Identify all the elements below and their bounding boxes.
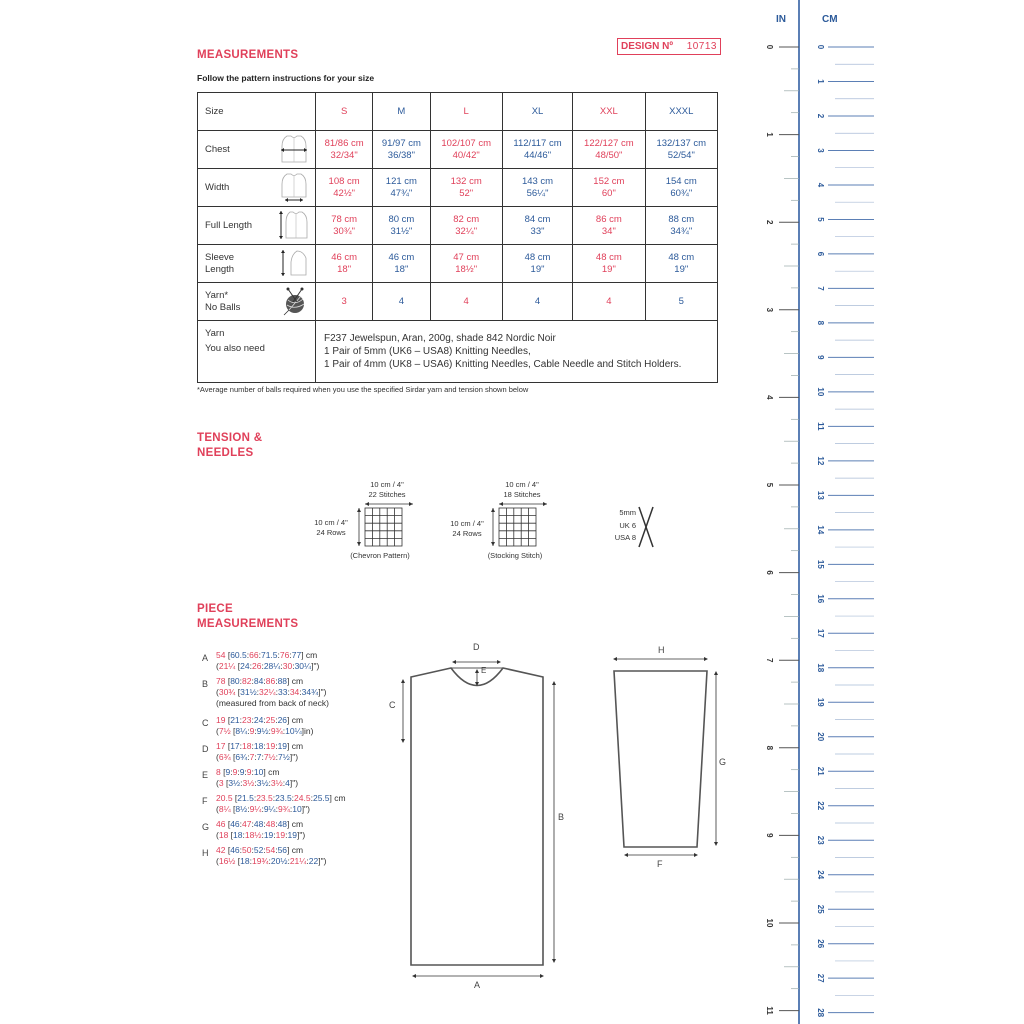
piece-item-f	[202, 793, 346, 815]
chest-label: Chest	[205, 143, 230, 155]
length-m: 80 cm 31½"	[373, 207, 430, 245]
body-piece-diagram	[380, 640, 580, 990]
diagram-label-b: B	[558, 812, 565, 822]
cm-tick-label: 21	[816, 766, 825, 776]
size-l: L	[430, 93, 502, 131]
diagram-label-d: D	[473, 642, 480, 652]
in-tick-label: 7	[765, 657, 774, 663]
ruler	[750, 0, 890, 1024]
yarn-info-label: Yarn	[205, 328, 225, 339]
piece-item-e	[202, 767, 346, 789]
sleeve-l: 47 cm 18½"	[430, 245, 502, 283]
sleeve-xl: 48 cm 19"	[502, 245, 572, 283]
yarn-label-line1: Yarn*	[205, 289, 229, 301]
needle-size-label: 5mm UK 6 USA 8	[614, 508, 636, 542]
chest-m: 91/97 cm 36/38"	[373, 131, 430, 169]
swatch-stocking-grid-icon	[487, 500, 562, 550]
piece-letter: A	[202, 653, 209, 663]
piece-letter: D	[202, 744, 209, 754]
width-l: 132 cm 52"	[430, 169, 502, 207]
measurements-table	[197, 92, 718, 383]
piece-letter: H	[202, 848, 209, 858]
row-label	[198, 131, 316, 169]
crossed-needles-icon	[636, 505, 656, 549]
width-xl: 143 cm 56¼"	[502, 169, 572, 207]
piece-letter: G	[202, 822, 210, 832]
tension-heading: TENSION & NEEDLES	[197, 432, 263, 459]
width-label: Width	[205, 181, 230, 193]
in-tick-label: 8	[765, 745, 774, 751]
diagram-label-f: F	[657, 859, 663, 869]
yarn-label-line2: No Balls	[205, 301, 241, 313]
length-xxxl: 88 cm 34¾"	[645, 207, 717, 245]
cm-tick-label: 14	[816, 525, 825, 535]
piece-item-h	[202, 845, 346, 867]
balls-m: 4	[373, 283, 430, 321]
in-tick-label: 4	[765, 395, 774, 400]
in-tick-label: 2	[765, 219, 774, 225]
width-diagram-icon	[279, 172, 309, 202]
row-label	[198, 169, 316, 207]
cm-tick-label: 10	[816, 387, 825, 397]
subtitle: Follow the pattern instructions for your size	[197, 73, 375, 83]
row-label	[198, 245, 316, 283]
balls-xxxl: 5	[645, 283, 717, 321]
swatch-stocking-top-label: 10 cm / 4" 18 Stitches	[503, 480, 541, 499]
piece-measurement-line: (measured from back of neck)	[216, 698, 329, 708]
piece-measurement-line: (30¾ [31½:32¼:33:34:34¾]")	[216, 687, 327, 697]
cm-tick-label: 3	[816, 148, 825, 153]
cm-tick-label: 18	[816, 663, 825, 673]
yarn-info	[316, 321, 718, 383]
cm-tick-label: 6	[816, 251, 825, 257]
cm-tick-label: 17	[816, 628, 825, 638]
you-also-need-label: You also need	[205, 343, 265, 354]
piece-measurement-line: (7½ [8¼:9:9½:9¾:10¼]in)	[216, 726, 314, 736]
length-diagram-icon	[279, 210, 309, 240]
in-tick-label: 10	[765, 918, 774, 928]
piece-measurement-line: 54 [60.5:66:71.5:76:77] cm	[216, 650, 318, 660]
diagram-label-c: C	[389, 700, 396, 710]
table-row-sleeve-length	[198, 245, 718, 283]
design-number-box	[617, 38, 721, 55]
piece-measurement-line: 46 [46:47:48:48:48] cm	[216, 819, 304, 829]
cm-tick-label: 2	[816, 113, 825, 119]
table-row-full-length	[198, 207, 718, 245]
cm-tick-label: 28	[816, 1008, 825, 1018]
sleeve-m: 46 cm 18"	[373, 245, 430, 283]
balls-l: 4	[430, 283, 502, 321]
cm-tick-label: 4	[816, 182, 825, 188]
size-m: M	[373, 93, 430, 131]
in-tick-label: 1	[765, 132, 774, 137]
in-tick-label: 3	[765, 307, 774, 313]
design-label: DESIGN Nº	[621, 41, 673, 52]
table-row-chest	[198, 131, 718, 169]
chest-xxxl: 132/137 cm 52/54"	[645, 131, 717, 169]
piece-measurement-line: (16½ [18:19¾:20½:21¼:22]")	[216, 856, 327, 866]
sleeve-piece-diagram	[590, 640, 760, 880]
row-label	[198, 283, 316, 321]
size-xxxl: XXXL	[645, 93, 717, 131]
piece-measurement-line: (8¼ [8½:9¼:9¼:9¾:10]")	[216, 804, 310, 814]
row-label	[198, 207, 316, 245]
size-row	[198, 93, 718, 131]
piece-item-a	[202, 650, 346, 672]
sleeve-diagram-icon	[279, 248, 309, 278]
cm-tick-label: 20	[816, 732, 825, 742]
in-tick-label: 0	[765, 44, 774, 50]
footnote: *Average number of balls required when you use the specified Sirdar yarn and tension shown below	[197, 385, 529, 394]
swatch-stocking-side-label: 10 cm / 4" 24 Rows	[450, 519, 484, 538]
size-xl: XL	[502, 93, 572, 131]
in-tick-label: 5	[765, 482, 774, 488]
cm-tick-label: 24	[816, 870, 825, 880]
cm-tick-label: 9	[816, 355, 825, 360]
ruler-in-label: IN	[776, 14, 786, 25]
diagram-label-h: H	[658, 645, 665, 655]
cm-tick-label: 11	[816, 422, 825, 431]
info-label	[198, 321, 316, 383]
balls-xxl: 4	[573, 283, 645, 321]
measurements-heading: MEASUREMENTS	[197, 49, 299, 61]
balls-s: 3	[316, 283, 373, 321]
cm-tick-label: 15	[816, 559, 825, 569]
width-s: 108 cm 42½"	[316, 169, 373, 207]
chest-l: 102/107 cm 40/42"	[430, 131, 502, 169]
design-number: 10713	[686, 41, 717, 52]
full-length-label: Full Length	[205, 219, 253, 231]
chest-diagram-icon	[279, 134, 309, 164]
chest-s: 81/86 cm 32/34"	[316, 131, 373, 169]
piece-measurement-line: (18 [18:18½:19:19:19]")	[216, 830, 306, 840]
piece-measurement-line: (6¾ [6¾:7:7:7½:7½]")	[216, 752, 299, 762]
diagram-label-g: G	[719, 757, 727, 767]
length-xl: 84 cm 33"	[502, 207, 572, 245]
piece-measurement-line: (3 [3½:3½:3½:3½:4]")	[216, 778, 299, 788]
in-tick-label: 6	[765, 570, 774, 575]
needles-info-line: 1 Pair of 5mm (UK6 – USA8) Knitting Needles,	[324, 346, 531, 357]
piece-measurement-line: (21¼ [24:26:28¼:30:30¼]")	[216, 661, 320, 671]
swatch-stocking-pattern-label: (Stocking Stitch)	[487, 551, 543, 560]
cm-tick-label: 13	[816, 490, 825, 500]
size-label: Size	[198, 93, 316, 131]
piece-item-d	[202, 741, 346, 763]
piece-measurement-line: 19 [21:23:24:25:26] cm	[216, 715, 304, 725]
piece-measurement-line: 78 [80:82:84:86:88] cm	[216, 676, 304, 686]
piece-measurement-line: 20.5 [21.5:23.5:23.5:24.5:25.5] cm	[216, 793, 346, 803]
piece-letter: C	[202, 718, 209, 728]
swatch-chevron-pattern-label: (Chevron Pattern)	[350, 551, 410, 560]
swatch-chevron-side-label: 10 cm / 4" 24 Rows	[314, 518, 348, 537]
cm-tick-label: 1	[816, 79, 825, 84]
cm-tick-label: 12	[816, 456, 825, 466]
piece-measurement-line: 17 [17:18:18:19:19] cm	[216, 741, 304, 751]
width-xxl: 152 cm 60"	[573, 169, 645, 207]
chest-xxl: 122/127 cm 48/50"	[573, 131, 645, 169]
yarn-info-line: F237 Jewelspun, Aran, 200g, shade 842 Nordic Noir	[324, 333, 556, 344]
chest-xl: 112/117 cm 44/46"	[502, 131, 572, 169]
piece-item-b	[202, 676, 346, 709]
table-row-width	[198, 169, 718, 207]
length-l: 82 cm 32¼"	[430, 207, 502, 245]
sleeve-xxl: 48 cm 19"	[573, 245, 645, 283]
needles-info-line: 1 Pair of 4mm (UK8 – USA6) Knitting Needles, Cable Needle and Stitch Holders.	[324, 359, 682, 370]
sleeve-label-line2: Length	[205, 263, 235, 275]
size-s: S	[316, 93, 373, 131]
piece-measurement-line: 42 [46:50:52:54:56] cm	[216, 845, 304, 855]
width-m: 121 cm 47¾"	[373, 169, 430, 207]
piece-item-g	[202, 819, 346, 841]
piece-measurements-heading: PIECE MEASUREMENTS	[197, 603, 299, 630]
diagram-label-e: E	[481, 666, 487, 675]
piece-letter: E	[202, 770, 209, 780]
cm-tick-label: 5	[816, 217, 825, 222]
ruler-cm-label: CM	[822, 14, 838, 25]
sleeve-s: 46 cm 18"	[316, 245, 373, 283]
cm-tick-label: 8	[816, 320, 825, 326]
cm-tick-label: 26	[816, 939, 825, 949]
table-row-yarn-balls	[198, 283, 718, 321]
piece-item-c	[202, 715, 346, 737]
cm-tick-label: 7	[816, 286, 825, 291]
cm-tick-label: 23	[816, 835, 825, 845]
sleeve-xxxl: 48 cm 19"	[645, 245, 717, 283]
diagram-label-a: A	[474, 980, 481, 990]
cm-tick-label: 19	[816, 697, 825, 707]
piece-letter: B	[202, 679, 209, 689]
length-xxl: 86 cm 34"	[573, 207, 645, 245]
width-xxxl: 154 cm 60¾"	[645, 169, 717, 207]
cm-tick-label: 27	[816, 973, 825, 983]
cm-tick-label: 25	[816, 904, 825, 914]
yarn-ball-icon	[279, 286, 309, 316]
size-xxl: XXL	[573, 93, 645, 131]
length-s: 78 cm 30¾"	[316, 207, 373, 245]
balls-xl: 4	[502, 283, 572, 321]
cm-tick-label: 0	[816, 44, 825, 50]
piece-letter: F	[202, 796, 208, 806]
swatch-chevron-top-label: 10 cm / 4" 22 Stitches	[368, 480, 406, 499]
piece-measurements-list	[202, 650, 346, 871]
table-row-yarn-info	[198, 321, 718, 383]
in-tick-label: 11	[765, 1006, 774, 1015]
cm-tick-label: 22	[816, 801, 825, 811]
cm-tick-label: 16	[816, 594, 825, 604]
piece-measurement-line: 8 [9:9:9:9:10] cm	[216, 767, 280, 777]
swatch-chevron-grid-icon	[353, 500, 428, 550]
in-tick-label: 9	[765, 833, 774, 838]
sleeve-label-line1: Sleeve	[205, 251, 235, 263]
